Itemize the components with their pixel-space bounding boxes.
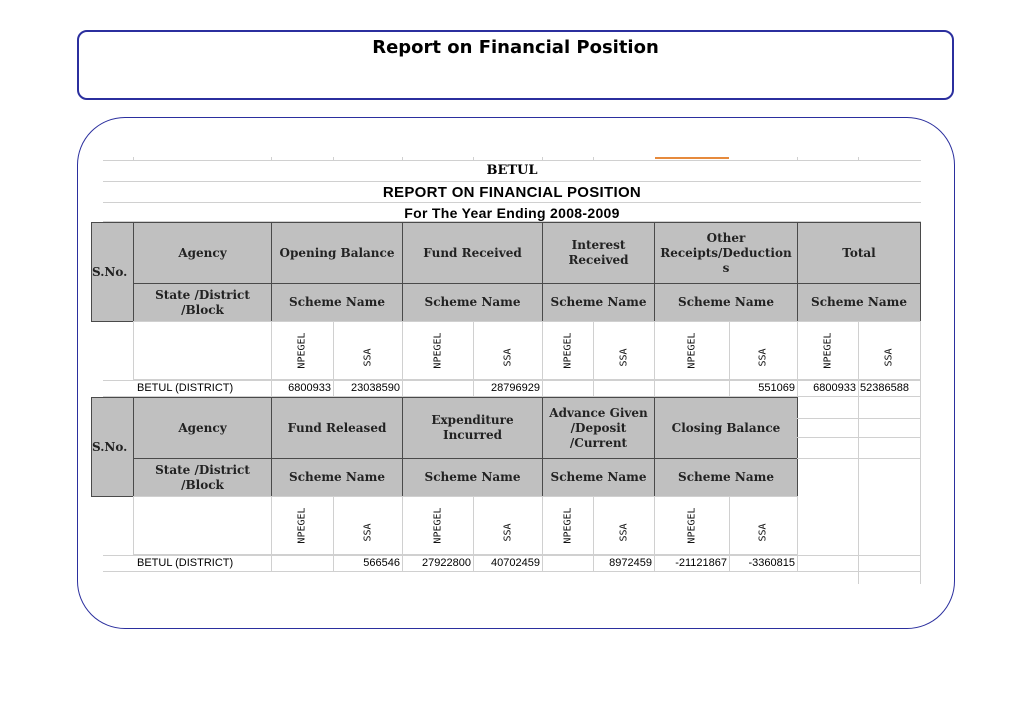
table-row-name: BETUL (DISTRICT) — [133, 556, 272, 572]
group-header: Advance Given /Deposit /Current — [542, 397, 655, 459]
subheader-npegel: NPEGEL — [271, 321, 334, 380]
subheader-ssa: SSA — [473, 321, 543, 380]
report-district: BETUL — [486, 163, 538, 178]
group-header: Total — [797, 222, 921, 284]
selected-cell-marker — [655, 157, 729, 159]
table-cell — [593, 381, 655, 397]
subheader-npegel: NPEGEL — [402, 321, 474, 380]
scheme-name-header: Scheme Name — [797, 283, 921, 322]
group-header: Expenditure Incurred — [402, 397, 543, 459]
subheader-npegel: NPEGEL — [542, 321, 594, 380]
subheader-npegel: NPEGEL — [271, 496, 334, 555]
table-cell — [542, 381, 594, 397]
scheme-name-header: Scheme Name — [654, 283, 798, 322]
subheader-npegel: NPEGEL — [542, 496, 594, 555]
blank-cell — [133, 321, 272, 380]
subheader-npegel: NPEGEL — [402, 496, 474, 555]
table-cell: 8972459 — [593, 556, 655, 572]
table-cell: 52386588 — [858, 381, 921, 397]
table-cell: -21121867 — [654, 556, 730, 572]
group-header: Closing Balance — [654, 397, 798, 459]
scheme-name-header: Scheme Name — [654, 458, 798, 497]
table-cell: 40702459 — [473, 556, 543, 572]
table-cell: 566546 — [333, 556, 403, 572]
scheme-name-header: Scheme Name — [271, 283, 403, 322]
scheme-name-header: Scheme Name — [402, 283, 543, 322]
table-cell-empty — [797, 556, 859, 572]
subheader-ssa: SSA — [593, 496, 655, 555]
subheader-npegel: NPEGEL — [654, 321, 730, 380]
subheader-ssa: SSA — [473, 496, 543, 555]
table-cell: 6800933 — [271, 381, 334, 397]
group-header: Opening Balance — [271, 222, 403, 284]
subheader-ssa: SSA — [858, 321, 921, 380]
table-cell: 551069 — [729, 381, 798, 397]
table-cell: 27922800 — [402, 556, 474, 572]
scheme-name-header: Scheme Name — [271, 458, 403, 497]
report-subtitle: For The Year Ending 2008-2009 — [404, 205, 620, 221]
subheader-npegel: NPEGEL — [654, 496, 730, 555]
table-cell: 23038590 — [333, 381, 403, 397]
subheader-ssa: SSA — [593, 321, 655, 380]
state-header: State /District /Block — [133, 458, 272, 497]
subheader-ssa: SSA — [729, 496, 798, 555]
table-cell: 6800933 — [797, 381, 859, 397]
table-cell: -3360815 — [729, 556, 798, 572]
scheme-name-header: Scheme Name — [402, 458, 543, 497]
group-header: Fund Released — [271, 397, 403, 459]
group-header: Fund Received — [402, 222, 543, 284]
spreadsheet-image — [92, 157, 921, 584]
group-header: Other Receipts/Deduction s — [654, 222, 798, 284]
subheader-ssa: SSA — [333, 321, 403, 380]
table-cell — [402, 381, 474, 397]
blank-cell — [133, 496, 272, 555]
agency-header: Agency — [133, 222, 272, 284]
sno-header: S.No. — [91, 222, 134, 322]
page-title: Report on Financial Position — [372, 37, 659, 58]
subheader-ssa: SSA — [729, 321, 798, 380]
scheme-name-header: Scheme Name — [542, 283, 655, 322]
sno-header: S.No. — [91, 397, 134, 497]
agency-header: Agency — [133, 397, 272, 459]
table-cell: 28796929 — [473, 381, 543, 397]
title-box — [77, 30, 954, 100]
table-row-name: BETUL (DISTRICT) — [133, 381, 272, 397]
table-cell — [654, 381, 730, 397]
table-cell — [542, 556, 594, 572]
scheme-name-header: Scheme Name — [542, 458, 655, 497]
state-header: State /District /Block — [133, 283, 272, 322]
table-cell — [271, 556, 334, 572]
subheader-npegel: NPEGEL — [797, 321, 859, 380]
subheader-ssa: SSA — [333, 496, 403, 555]
report-title: REPORT ON FINANCIAL POSITION — [382, 184, 642, 201]
group-header: Interest Received — [542, 222, 655, 284]
